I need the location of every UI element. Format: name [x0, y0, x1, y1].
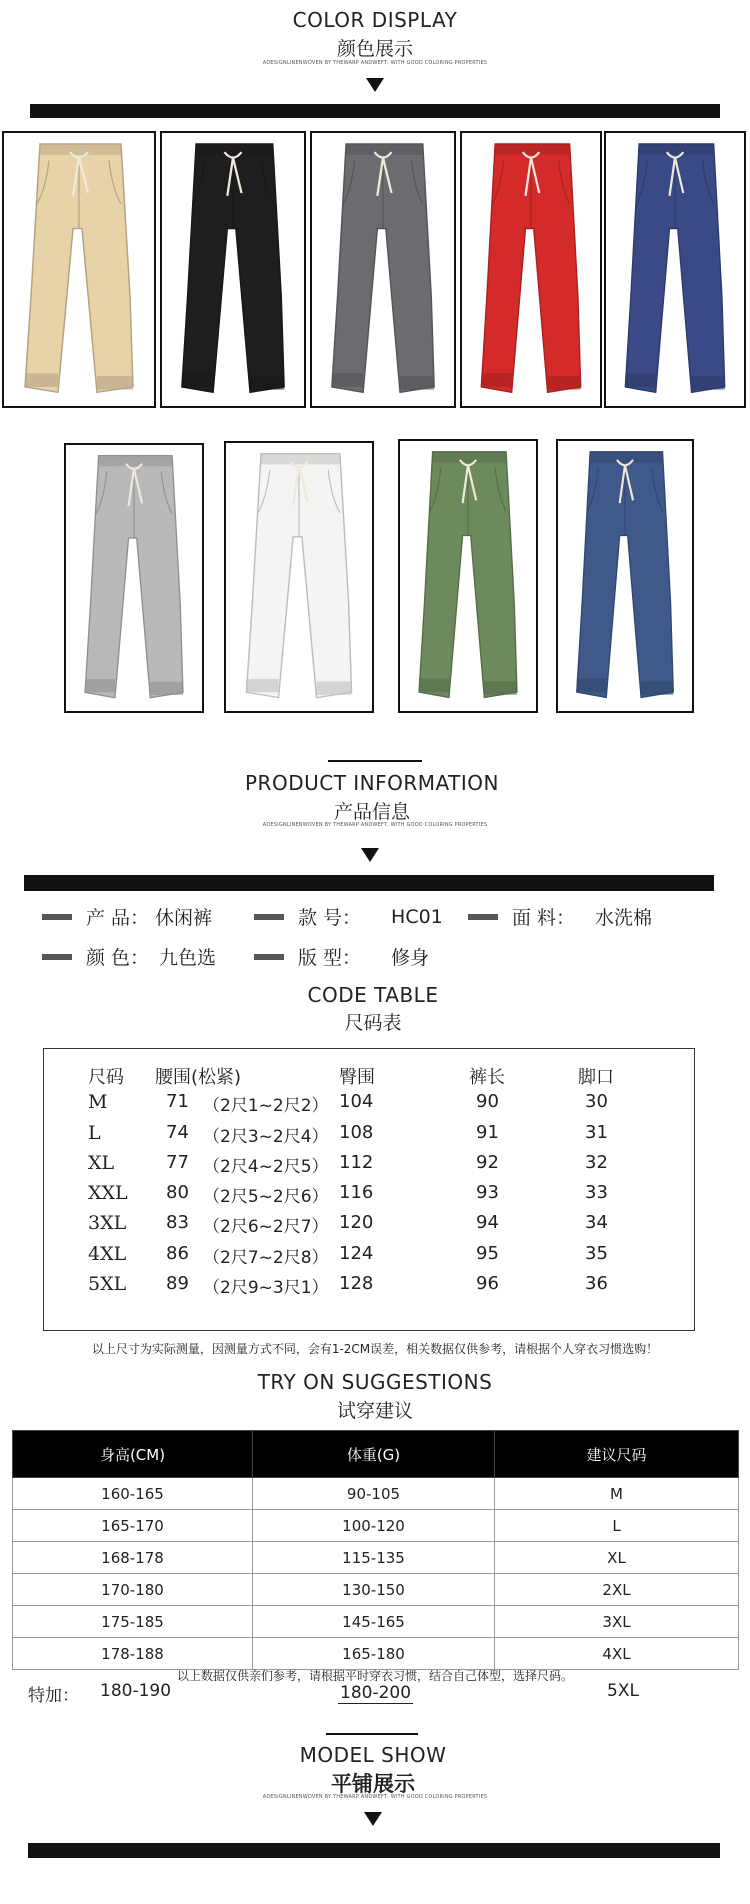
size-chart-header: 裤长 [469, 1067, 505, 1088]
dash-bullet-icon [254, 954, 284, 960]
table-row [13, 1638, 739, 1670]
table-row [13, 1606, 739, 1638]
size-chart-cell: 35 [585, 1243, 608, 1264]
product-info-title-zh: 产品信息 [333, 801, 410, 823]
table-cell: 160-165 [13, 1478, 253, 1510]
size-chart-cell: 104 [339, 1091, 374, 1112]
size-chart-note: 以上尺寸为实际测量，因测量方式不同，会有1-2CM误差，相关数据仅供参考，请根据个人穿衣习惯选购！ [91, 1342, 659, 1356]
swatch-light-gray[interactable] [64, 443, 204, 713]
size-chart-cell: 94 [476, 1212, 499, 1233]
info-value: 九色选 [159, 947, 217, 969]
size-chart-cell: 89 [166, 1273, 189, 1294]
pants-icon [312, 133, 454, 406]
swatch-khaki[interactable] [2, 131, 156, 408]
size-chart-size: XL [88, 1152, 115, 1174]
down-arrow-icon [366, 78, 384, 92]
info-label: 面 料： [512, 907, 576, 929]
table-row [13, 1574, 739, 1606]
table-cell: 130-150 [253, 1574, 495, 1606]
size-chart-cell: 93 [476, 1182, 499, 1203]
size-chart-cell: （2尺6~2尺7） [203, 1217, 329, 1237]
swatch-navy[interactable] [604, 131, 746, 408]
info-label: 版 型： [298, 947, 362, 969]
size-chart-cell: 116 [339, 1182, 374, 1203]
size-chart-cell: 90 [476, 1091, 499, 1112]
size-chart-size: XXL [88, 1182, 128, 1204]
size-chart-cell: 34 [585, 1212, 608, 1233]
info-value: 水洗棉 [595, 907, 653, 929]
table-cell: 168-178 [13, 1542, 253, 1574]
color-display-tagline: ADESIGNLINENWOVEN BY THEWARP ANDWEFT, WITH GOOD COLORING PROPERTIES [262, 60, 488, 66]
table-cell: M [495, 1478, 739, 1510]
size-chart-cell: （2尺5~2尺6） [203, 1187, 329, 1207]
info-label: 款 号： [298, 907, 362, 929]
table-cell: 145-165 [253, 1606, 495, 1638]
size-chart-cell: 92 [476, 1152, 499, 1173]
size-chart-cell: 124 [339, 1243, 374, 1264]
try-on-note: 以上数据仅供亲们参考，请根据平时穿衣习惯，结合自己体型，选择尺码。 [176, 1669, 573, 1683]
pants-icon [226, 443, 372, 711]
size-chart-cell: 33 [585, 1182, 608, 1203]
dash-bullet-icon [42, 954, 72, 960]
size-chart-cell: （2尺9~3尺1） [203, 1278, 329, 1298]
try-on-table [12, 1430, 739, 1670]
model-show-title-en: MODEL SHOW [299, 1743, 447, 1767]
pants-icon [400, 441, 536, 711]
table-row [13, 1478, 739, 1510]
size-chart-header: 脚口 [578, 1067, 614, 1088]
size-chart-size: M [88, 1091, 108, 1113]
swatch-army-green[interactable] [398, 439, 538, 713]
product-info-tagline: ADESIGNLINENWOVEN BY THEWARP ANDWEFT, WITH GOOD COLORING PROPERTIES [262, 822, 488, 828]
swatch-red[interactable] [460, 131, 602, 408]
swatch-white[interactable] [224, 441, 374, 713]
pants-icon [606, 133, 744, 406]
model-show-title-zh: 平铺展示 [331, 1772, 415, 1796]
info-value: 休闲裤 [155, 907, 213, 929]
table-cell: 178-188 [13, 1638, 253, 1670]
dash-bullet-icon [42, 914, 72, 920]
table-header-row [13, 1431, 739, 1478]
size-chart-cell: 77 [166, 1152, 189, 1173]
size-chart-cell: （2尺4~2尺5） [203, 1157, 329, 1177]
dash-bullet-icon [254, 914, 284, 920]
try-on-title-en: TRY ON SUGGESTIONS [257, 1370, 493, 1394]
header-size: 建议尺码 [495, 1431, 739, 1478]
table-cell: L [495, 1510, 739, 1542]
size-chart-cell: 80 [166, 1182, 189, 1203]
size-chart-cell: 91 [476, 1122, 499, 1143]
table-cell: 175-185 [13, 1606, 253, 1638]
extra-weight: 180-200 [340, 1683, 412, 1703]
size-chart-cell: 96 [476, 1273, 499, 1294]
info-value: HC01 [391, 905, 443, 928]
extra-size: 5XL [607, 1681, 639, 1701]
table-cell: 3XL [495, 1606, 739, 1638]
table-cell: XL [495, 1542, 739, 1574]
pants-icon [4, 133, 154, 406]
header-height: 身高(CM) [13, 1431, 253, 1478]
section-top-rule [326, 1733, 418, 1735]
size-chart-cell: 95 [476, 1243, 499, 1264]
size-chart-cell: 112 [339, 1152, 374, 1173]
table-cell: 4XL [495, 1638, 739, 1670]
size-chart-cell: 74 [166, 1122, 189, 1143]
size-chart-cell: （2尺7~2尺8） [203, 1248, 329, 1268]
header-weight: 体重(G) [253, 1431, 495, 1478]
size-chart-size: L [88, 1122, 101, 1144]
table-row [13, 1542, 739, 1574]
section-divider-bar [28, 1843, 720, 1858]
table-cell: 115-135 [253, 1542, 495, 1574]
pants-icon [66, 445, 202, 711]
swatch-dark-blue[interactable] [556, 439, 694, 713]
table-row [13, 1510, 739, 1542]
size-chart-size: 3XL [88, 1212, 127, 1234]
dash-bullet-icon [468, 914, 498, 920]
swatch-black[interactable] [160, 131, 306, 408]
size-chart-cell: 83 [166, 1212, 189, 1233]
size-chart-cell: 36 [585, 1273, 608, 1294]
size-chart-cell: 128 [339, 1273, 374, 1294]
try-on-title-zh: 试穿建议 [336, 1400, 413, 1422]
size-chart-cell: 71 [166, 1091, 189, 1112]
section-top-rule [328, 760, 422, 762]
info-fit [254, 943, 429, 970]
size-chart-cell: （2尺1~2尺2） [203, 1096, 329, 1116]
color-display-title-zh: 颜色展示 [336, 38, 413, 60]
product-info-title-en: PRODUCT INFORMATION [245, 771, 499, 795]
size-chart-cell: （2尺3~2尺4） [203, 1127, 329, 1147]
size-chart-cell: 32 [585, 1152, 608, 1173]
table-cell: 2XL [495, 1574, 739, 1606]
section-divider-bar [24, 875, 714, 891]
extra-height: 180-190 [100, 1681, 172, 1701]
section-divider-bar [30, 104, 720, 118]
size-chart-size: 5XL [88, 1273, 127, 1295]
pants-icon [162, 133, 304, 406]
size-chart-cell: 30 [585, 1091, 608, 1112]
info-value: 修身 [391, 947, 430, 969]
info-style-number [254, 903, 443, 930]
extra-label: 特加： [28, 1686, 79, 1706]
model-show-tagline: ADESIGNLINENWOVEN BY THEWARP ANDWEFT, WITH GOOD COLORING PROPERTIES [262, 1794, 488, 1800]
code-table-title-en: CODE TABLE [307, 983, 439, 1007]
table-cell: 165-170 [13, 1510, 253, 1542]
info-label: 产 品： [86, 907, 150, 929]
size-chart-size: 4XL [88, 1243, 127, 1265]
info-product [42, 903, 212, 930]
size-chart-cell: 120 [339, 1212, 374, 1233]
color-display-title-en: COLOR DISPLAY [292, 8, 458, 32]
info-fabric [468, 903, 652, 930]
down-arrow-icon [364, 1812, 382, 1826]
code-table-title-zh: 尺码表 [344, 1012, 402, 1034]
size-chart-cell: 86 [166, 1243, 189, 1264]
size-chart-header: 臀围 [339, 1067, 375, 1088]
pants-icon [462, 133, 600, 406]
size-chart [43, 1048, 695, 1331]
table-cell: 90-105 [253, 1478, 495, 1510]
size-chart-cell: 108 [339, 1122, 374, 1143]
size-chart-header: 尺码 [88, 1067, 124, 1088]
table-cell: 165-180 [253, 1638, 495, 1670]
table-cell: 100-120 [253, 1510, 495, 1542]
size-chart-cell: 31 [585, 1122, 608, 1143]
down-arrow-icon [361, 848, 379, 862]
swatch-dark-gray[interactable] [310, 131, 456, 408]
pants-icon [558, 441, 692, 711]
info-label: 颜 色： [86, 947, 150, 969]
info-colors [42, 943, 216, 970]
table-cell: 170-180 [13, 1574, 253, 1606]
size-chart-header: 腰围(松紧) [155, 1067, 242, 1088]
